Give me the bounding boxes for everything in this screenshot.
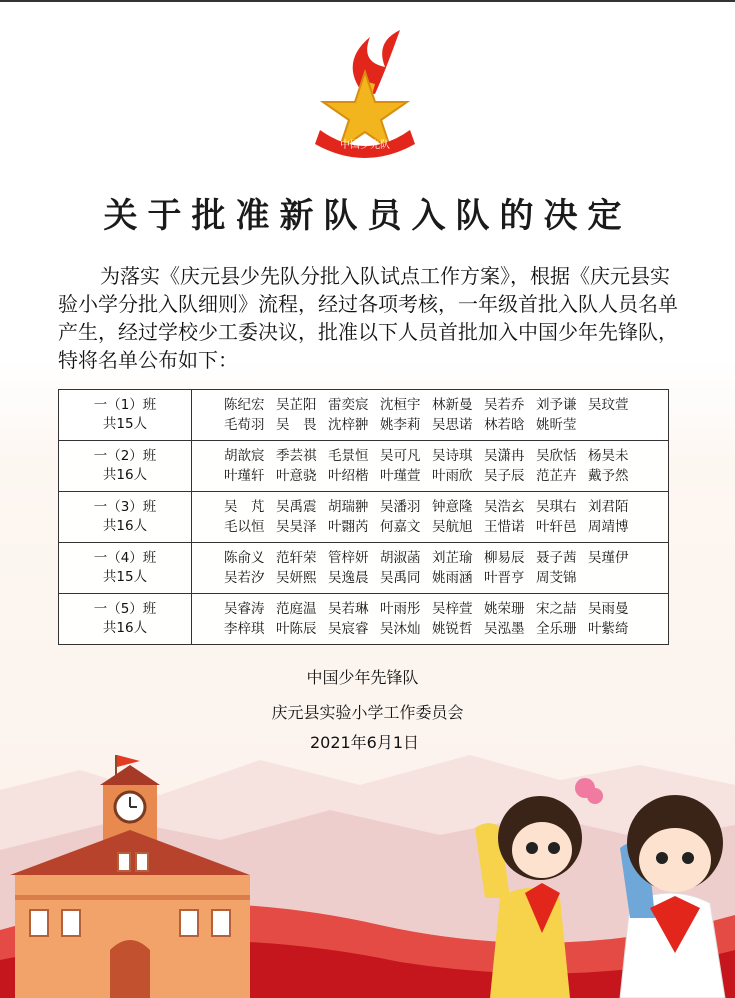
- member-name: 吴泓墨: [484, 621, 525, 637]
- member-name: 管梓妍: [328, 550, 369, 566]
- member-name: 吴可凡: [380, 448, 421, 464]
- member-name: 戴予然: [588, 468, 629, 484]
- member-name: 杨昊未: [588, 448, 629, 464]
- member-name: 叶晋亨: [484, 570, 525, 586]
- table-row: [59, 441, 669, 492]
- names-line: [224, 619, 668, 639]
- class-name: 一（5）班: [93, 601, 157, 617]
- member-name: 陈纪宏: [224, 397, 265, 413]
- names-cell: [192, 441, 669, 492]
- member-name: 周芠锦: [536, 570, 577, 586]
- names-line: [224, 599, 668, 619]
- table-row: [59, 492, 669, 543]
- member-name: 吴诗琪: [432, 448, 473, 464]
- member-name: 吴浩玄: [484, 499, 525, 515]
- class-count: 共16人: [102, 518, 148, 534]
- member-name: 吴欣恬: [536, 448, 577, 464]
- names-line: [224, 548, 668, 568]
- member-name: 陈俞义: [224, 550, 265, 566]
- member-name: 吴航旭: [432, 519, 473, 535]
- names-line: [224, 517, 668, 537]
- top-border: [0, 0, 735, 2]
- member-name: 叶雨欣: [432, 468, 473, 484]
- names-cell: [192, 492, 669, 543]
- member-name: 雷奕宸: [328, 397, 369, 413]
- emblem-ribbon-text: 中国少先队: [340, 140, 390, 151]
- names-line: [224, 466, 668, 486]
- member-name: 聂子茜: [536, 550, 577, 566]
- table-row: [59, 594, 669, 645]
- member-name: 叶陈辰: [276, 621, 317, 637]
- member-name: 姚锐哲: [432, 621, 473, 637]
- member-name: 姚昕莹: [536, 417, 577, 433]
- names-line: [224, 568, 668, 588]
- member-name: 钟意隆: [432, 499, 473, 515]
- class-name: 一（2）班: [93, 448, 157, 464]
- member-name: 范芷卉: [536, 468, 577, 484]
- saluting-children-illustration: [470, 768, 735, 998]
- class-name: 一（3）班: [93, 499, 157, 515]
- names-cell: [192, 594, 669, 645]
- member-name: 姚李莉: [380, 417, 421, 433]
- member-name: 叶瑾轩: [224, 468, 265, 484]
- class-cell: [59, 441, 192, 492]
- member-name: 林若晗: [484, 417, 525, 433]
- member-name: 叶意骁: [276, 468, 317, 484]
- member-name: 胡歆宸: [224, 448, 265, 464]
- class-cell: [59, 543, 192, 594]
- table-row: [59, 390, 669, 441]
- names-line: [224, 497, 668, 517]
- member-name: 吴若乔: [484, 397, 525, 413]
- member-name: 沈桓宇: [380, 397, 421, 413]
- member-name: 叶轩邑: [536, 519, 577, 535]
- class-cell: [59, 594, 192, 645]
- member-name: 范轩荣: [276, 550, 317, 566]
- member-name: 毛景恒: [328, 448, 369, 464]
- intro-paragraph: 为落实《庆元县少先队分批入队试点工作方案》，根据《庆元县实验小学分批入队细则》流程，经过各项考核，一年级首批入队人员名单产生，经过学校少工委决议，批准以下人员首批加入中国少年先锋队，特将名单公布如下：: [58, 264, 678, 372]
- class-name: 一（1）班: [93, 397, 157, 413]
- member-name: 范庭温: [276, 601, 317, 617]
- member-name: 吴妍熙: [276, 570, 317, 586]
- names-line: [224, 415, 668, 435]
- member-name: 全乐珊: [536, 621, 577, 637]
- member-name: 毛以恒: [224, 519, 265, 535]
- class-count: 共16人: [102, 620, 148, 636]
- school-building-illustration: [0, 745, 260, 998]
- member-name: 吴子辰: [484, 468, 525, 484]
- roster-table: [58, 389, 669, 645]
- member-name: 胡瑞翀: [328, 499, 369, 515]
- class-cell: [59, 492, 192, 543]
- member-name: 刘君陌: [588, 499, 629, 515]
- member-name: 吴禹同: [380, 570, 421, 586]
- table-row: [59, 543, 669, 594]
- young-pioneers-emblem-icon: [300, 22, 430, 167]
- member-name: 吴 芃: [224, 499, 265, 515]
- member-name: 姚雨涵: [432, 570, 473, 586]
- member-name: 毛荀羽: [224, 417, 265, 433]
- page-title: 关于批准新队员入队的决定: [103, 196, 632, 236]
- signature-date: 2021年6月1日: [309, 733, 420, 752]
- member-name: 王惜诺: [484, 519, 525, 535]
- member-name: 吴禹震: [276, 499, 317, 515]
- signature-org: 中国少年先锋队: [306, 668, 419, 687]
- member-name: 吴玟萱: [588, 397, 629, 413]
- member-name: 吴逸晨: [328, 570, 369, 586]
- member-name: 刘予谦: [536, 397, 577, 413]
- member-name: 吴芷阳: [276, 397, 317, 413]
- member-name: 胡淑菡: [380, 550, 421, 566]
- member-name: 吴琪右: [536, 499, 577, 515]
- class-count: 共15人: [102, 569, 148, 585]
- member-name: 柳易辰: [484, 550, 525, 566]
- class-count: 共15人: [102, 416, 148, 432]
- member-name: 吴若琳: [328, 601, 369, 617]
- member-name: 吴雨曼: [588, 601, 629, 617]
- member-name: 吴沐灿: [380, 621, 421, 637]
- member-name: 叶雨彤: [380, 601, 421, 617]
- names-line: [224, 446, 668, 466]
- member-name: 林新曼: [432, 397, 473, 413]
- names-cell: [192, 390, 669, 441]
- member-name: 吴昊泽: [276, 519, 317, 535]
- signature-committee: 庆元县实验小学工作委员会: [271, 703, 464, 722]
- member-name: 叶瑾萱: [380, 468, 421, 484]
- names-line: [224, 395, 668, 415]
- member-name: 吴 畏: [276, 417, 317, 433]
- member-name: 吴梓萱: [432, 601, 473, 617]
- member-name: 周靖博: [588, 519, 629, 535]
- class-name: 一（4）班: [93, 550, 157, 566]
- member-name: 何嘉文: [380, 519, 421, 535]
- member-name: 吴潘羽: [380, 499, 421, 515]
- member-name: 吴思诺: [432, 417, 473, 433]
- member-name: 吴若汐: [224, 570, 265, 586]
- names-cell: [192, 543, 669, 594]
- member-name: 叶绍楷: [328, 468, 369, 484]
- class-count: 共16人: [102, 467, 148, 483]
- member-name: 吴睿涛: [224, 601, 265, 617]
- member-name: 姚荣珊: [484, 601, 525, 617]
- member-name: 李梓琪: [224, 621, 265, 637]
- member-name: 刘芷瑜: [432, 550, 473, 566]
- member-name: 叶紫绮: [588, 621, 629, 637]
- member-name: 宋之喆: [536, 601, 577, 617]
- member-name: 吴宸睿: [328, 621, 369, 637]
- class-cell: [59, 390, 192, 441]
- member-name: 吴潇冉: [484, 448, 525, 464]
- member-name: 叶翾芮: [328, 519, 369, 535]
- member-name: 沈梓翀: [328, 417, 369, 433]
- member-name: 季芸祺: [276, 448, 317, 464]
- member-name: 吴瑾伊: [588, 550, 629, 566]
